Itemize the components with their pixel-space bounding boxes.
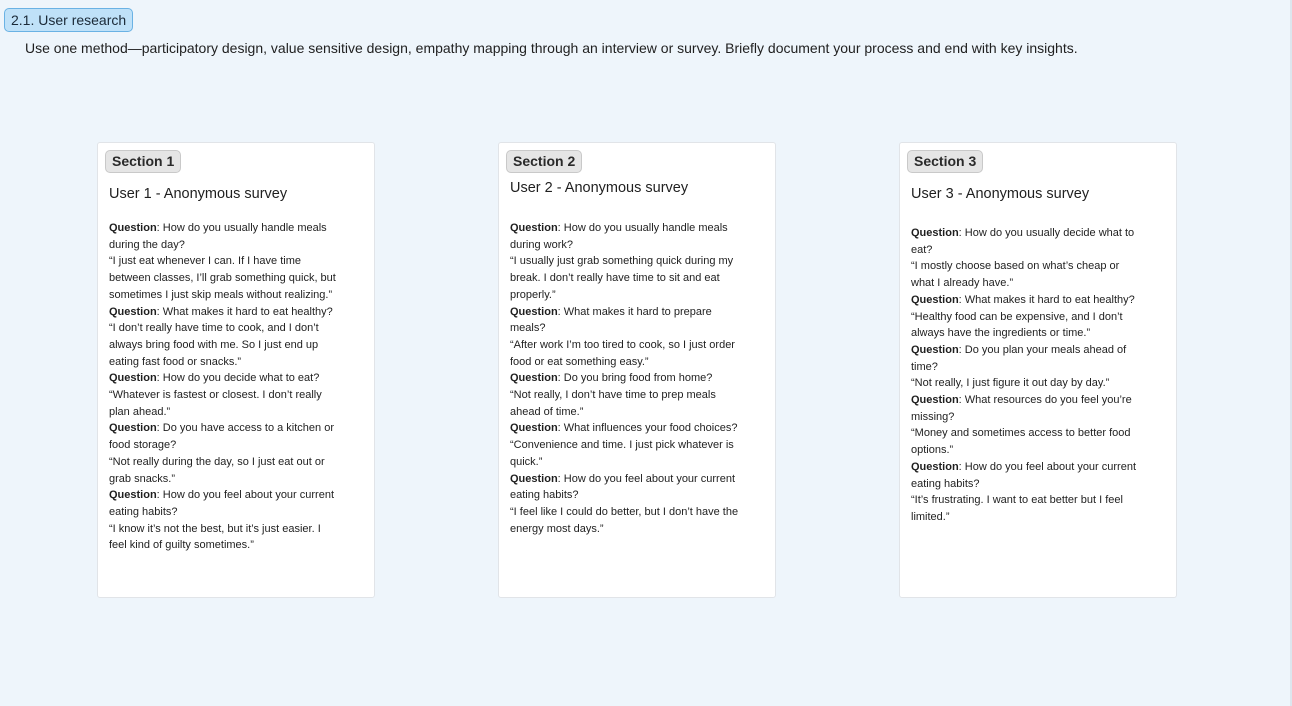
qa-question [911, 459, 1141, 492]
question-label: Question [911, 227, 959, 239]
question-text: How do you feel about your current eating habits? [109, 489, 335, 518]
section-1-label: Section 1 [105, 150, 181, 173]
question-colon: : [958, 343, 965, 356]
question-label: Question [109, 489, 157, 502]
question-label: Question [510, 222, 558, 234]
question-label: Question [109, 305, 157, 318]
section-1-card[interactable] [97, 142, 375, 598]
question-text: How do you feel about your current eating habits? [911, 460, 1137, 490]
qa-question [109, 370, 339, 387]
section-2-label: Section 2 [506, 150, 582, 173]
question-colon: : [156, 305, 163, 318]
question-colon: : [156, 422, 163, 435]
qa-answer: “Whatever is fastest or closest. I don’t really plan ahead.” [109, 389, 322, 418]
qa-answer: “Money and sometimes access to better food options.” [911, 427, 1131, 457]
section-1-title: User 1 - Anonymous survey [109, 186, 288, 202]
question-label: Question [510, 422, 558, 435]
section-3-card[interactable] [899, 142, 1177, 598]
question-text: How do you feel about your current eating habits? [510, 472, 736, 502]
question-label: Question [109, 372, 157, 385]
question-colon: : [958, 227, 965, 239]
question-label: Question [911, 460, 959, 473]
section-3-qa-list [911, 225, 1141, 526]
section-3-title: User 3 - Anonymous survey [911, 186, 1090, 202]
qa-answer: “I mostly choose based on what’s cheap or what I already have.” [911, 260, 1120, 290]
question-text: Do you have access to a kitchen or food storage? [109, 422, 335, 452]
question-colon: : [557, 472, 564, 485]
question-label: Question [109, 222, 157, 234]
question-colon: : [958, 460, 965, 473]
question-label: Question [510, 472, 558, 485]
question-text: Do you plan your meals ahead of time? [911, 343, 1127, 373]
qa-question [109, 220, 339, 253]
qa-question [911, 392, 1141, 425]
qa-question [109, 487, 339, 520]
question-colon: : [557, 422, 564, 435]
question-text: What makes it hard to prepare meals? [510, 305, 712, 335]
qa-answer: “I usually just grab something quick during my break. I don’t really have time to sit and eat properly.” [510, 255, 734, 301]
qa-answer: “I just eat whenever I can. If I have time between classes, I’ll grab something quick, but sometimes I just skip meals without realizing.” [109, 255, 336, 301]
question-colon: : [557, 305, 564, 318]
question-colon: : [958, 293, 965, 306]
question-text: Do you bring food from home? [563, 372, 713, 385]
question-label: Question [109, 422, 157, 435]
qa-answer: “It’s frustrating. I want to eat better but I feel limited.” [911, 494, 1123, 523]
section-2-title: User 2 - Anonymous survey [510, 180, 689, 196]
qa-answer: “Not really during the day, so I just eat out or grab snacks.” [109, 455, 325, 485]
qa-answer: “I don’t really have time to cook, and I don’t always bring food with me. So I just end up eating fast food or snacks.” [109, 322, 319, 368]
question-text: How do you usually decide what to eat? [911, 227, 1135, 256]
qa-question [510, 370, 740, 387]
question-text: What influences your food choices? [563, 422, 738, 435]
question-colon: : [156, 489, 163, 502]
section-1-qa-list [109, 220, 339, 554]
question-label: Question [911, 394, 959, 407]
question-text: What resources do you feel you’re missing? [911, 394, 1132, 423]
question-text: How do you usually handle meals during the day? [109, 222, 327, 251]
question-colon: : [156, 372, 163, 385]
qa-question [510, 304, 740, 337]
question-text: How do you usually handle meals during work? [510, 222, 728, 251]
qa-question [510, 220, 740, 253]
qa-question [911, 292, 1141, 309]
qa-question [109, 304, 339, 321]
qa-question [911, 225, 1141, 258]
section-tag[interactable]: 2.1. User research [4, 8, 133, 32]
qa-answer: “I feel like I could do better, but I don’t have the energy most days.” [510, 505, 739, 535]
qa-answer: “Healthy food can be expensive, and I don’t always have the ingredients or time.” [911, 310, 1123, 340]
question-label: Question [510, 305, 558, 318]
qa-answer: “Not really, I just figure it out day by day.” [911, 377, 1110, 390]
qa-question [911, 342, 1141, 375]
qa-answer: “Convenience and time. I just pick whatever is quick.” [510, 439, 734, 468]
qa-question [510, 471, 740, 504]
question-colon: : [557, 222, 564, 234]
qa-answer: “After work I’m too tired to cook, so I just order food or eat something easy.” [510, 338, 735, 368]
question-text: How do you decide what to eat? [162, 372, 320, 385]
question-label: Question [510, 372, 558, 385]
instructions-text: Use one method—participatory design, value sensitive design, empathy mapping through an interview or survey. Briefly document your process and end with key insights. [25, 40, 1078, 56]
question-label: Question [911, 343, 959, 356]
question-text: What makes it hard to eat healthy? [964, 293, 1135, 306]
question-colon: : [958, 394, 965, 407]
question-colon: : [156, 222, 163, 234]
qa-answer: “I know it’s not the best, but it’s just easier. I feel kind of guilty sometimes.” [109, 522, 321, 552]
question-label: Question [911, 293, 959, 306]
qa-question [109, 420, 339, 453]
section-2-qa-list [510, 220, 740, 537]
section-2-card[interactable] [498, 142, 776, 598]
question-colon: : [557, 372, 564, 385]
section-3-label: Section 3 [907, 150, 983, 173]
qa-question [510, 420, 740, 437]
question-text: What makes it hard to eat healthy? [162, 305, 333, 318]
qa-answer: “Not really, I don’t have time to prep meals ahead of time.” [510, 389, 716, 418]
